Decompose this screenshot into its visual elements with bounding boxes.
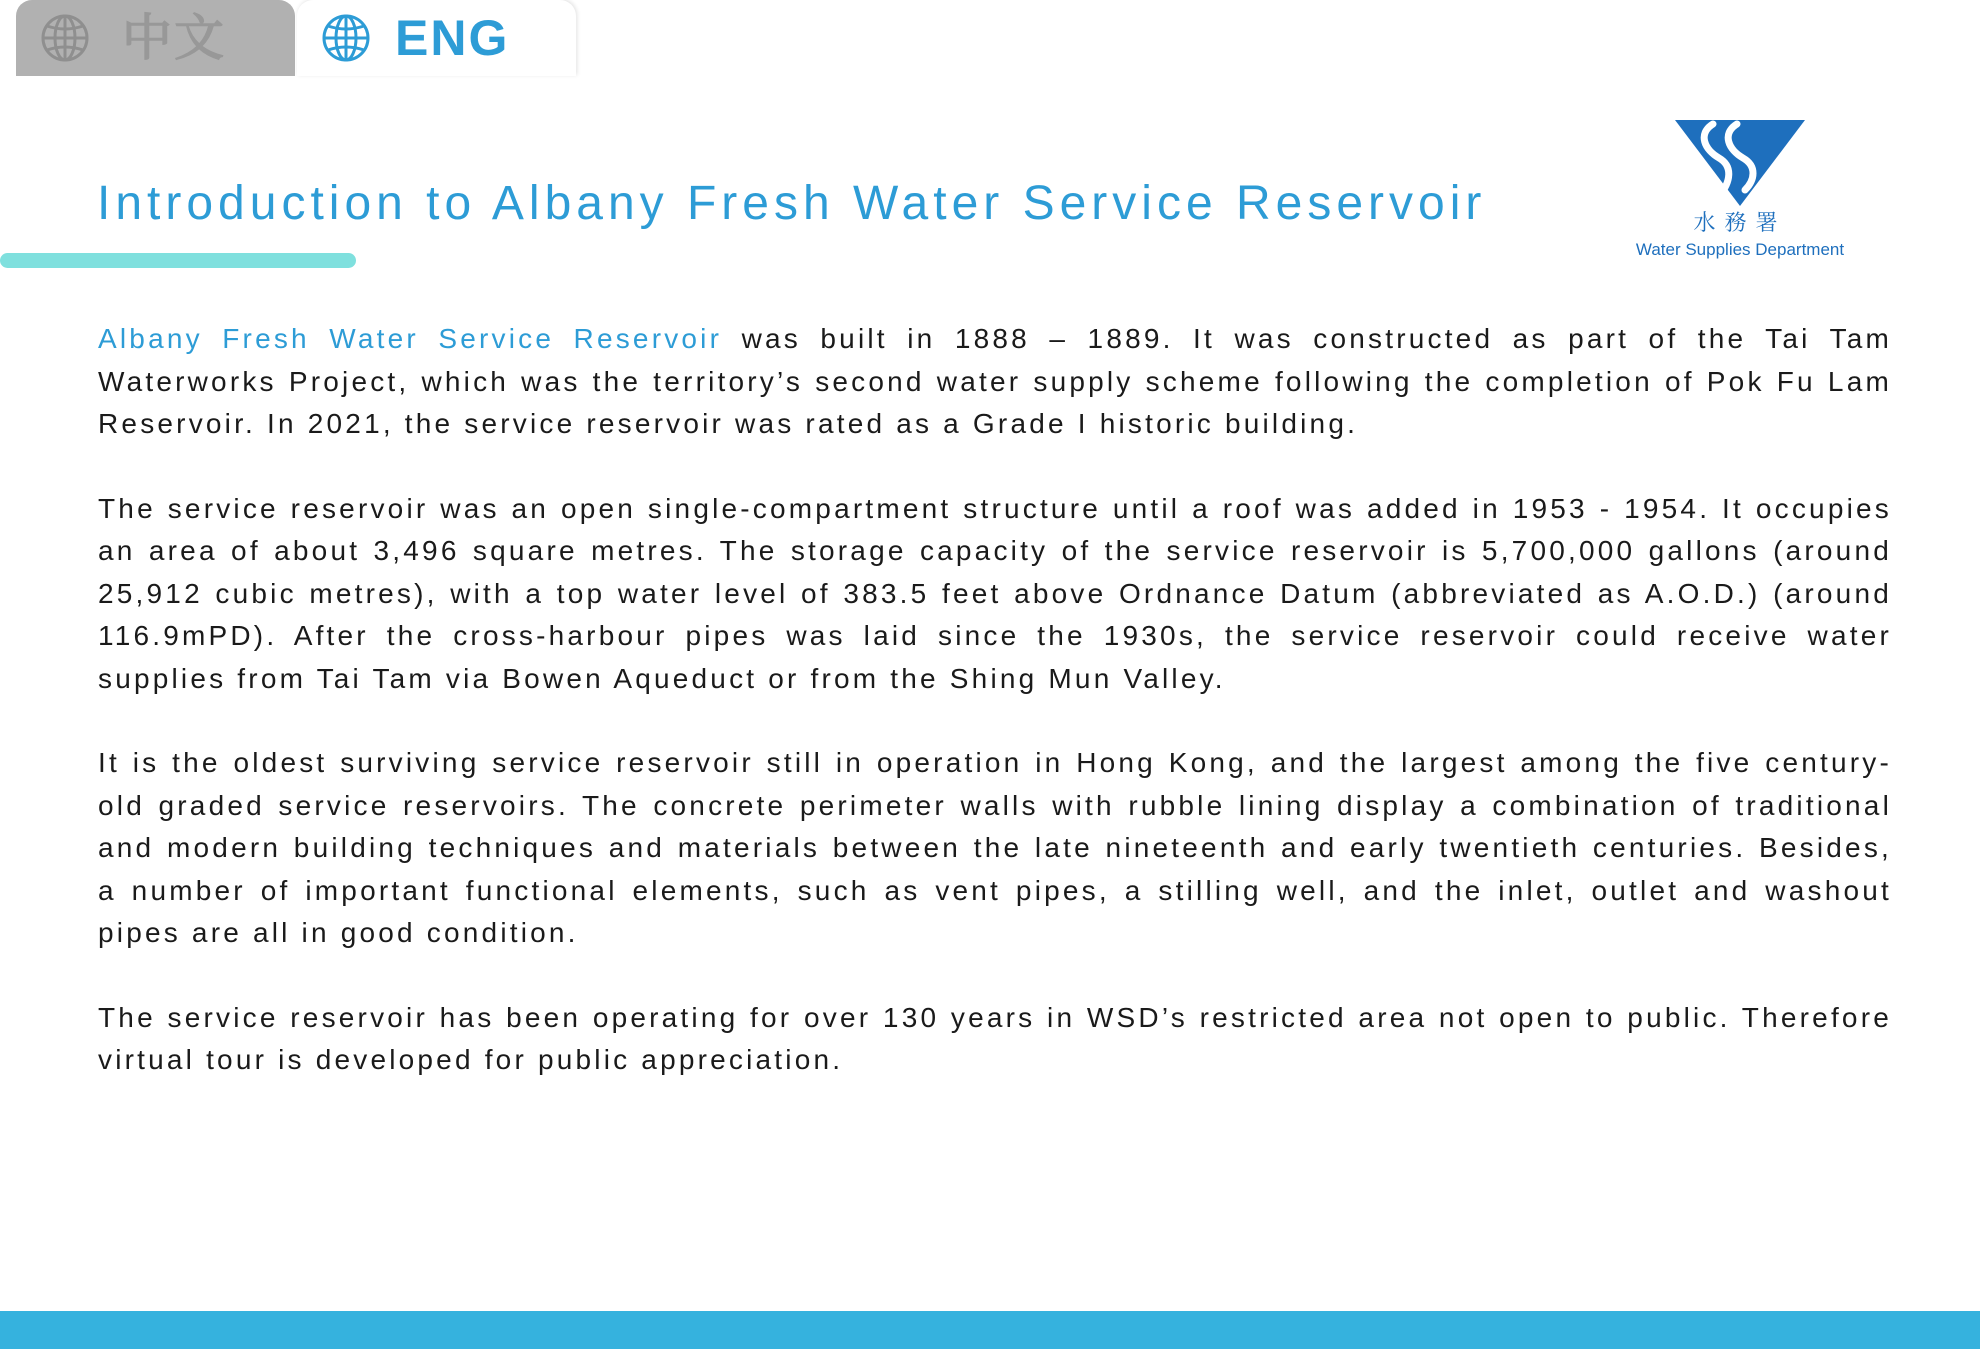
tab-chinese[interactable]	[16, 0, 295, 76]
page-title: Introduction to Albany Fresh Water Service Reservoir	[97, 177, 1487, 230]
logo-chinese-name: 水務署	[1693, 211, 1787, 236]
tab-english-label: ENG	[395, 10, 510, 66]
paragraph-history-text: was built in 1888 – 1889. It was constructed as part of the Tai Tam Waterworks Project, which was the territory’s second water supply scheme following the completion of Pok Fu Lam Reservoir. In 2021, the service reservoir was rated as a Grade I historic building.	[98, 323, 1893, 439]
paragraph-structure: The service reservoir was an open single-compartment structure until a roof was added in 1953 - 1954. It occupies an area of about 3,496 square metres. The storage capacity of the service reservoir is 5,700,000 gallons (around 25,912 cubic metres), with a top water level of 383.5 feet above Ordnance Datum (abbreviated as A.O.D.) (around 116.9mPD). After the cross-harbour pipes was laid since the 1930s, the service reservoir could receive water supplies from Tai Tam via Bowen Aqueduct or from the Shing Mun Valley.	[98, 492, 1892, 694]
wsd-emblem-icon	[1675, 120, 1805, 206]
paragraph-significance: It is the oldest surviving service reservoir still in operation in Hong Kong, and the largest among the five century-old graded service reservoirs. The concrete perimeter walls with rubble lining display a combination of traditional and modern building techniques and materials between the late nineteenth and early twentieth centuries. Besides, a number of important functional elements, such as vent pipes, a stilling well, and the inlet, outlet and washout pipes are all in good condition.	[98, 747, 1892, 948]
intro-content	[98, 318, 1892, 1124]
logo-english-name: Water Supplies Department	[1635, 240, 1845, 259]
paragraph-virtual-tour: The service reservoir has been operating for over 130 years in WSD’s restricted area not open to public. Therefore virtual tour is developed for public appreciation.	[98, 1001, 1892, 1075]
tab-english[interactable]	[297, 0, 576, 76]
paragraph-history	[98, 318, 1892, 446]
globe-icon	[321, 13, 371, 63]
reservoir-name-highlight: Albany Fresh Water Service Reservoir	[98, 323, 723, 354]
title-underline	[0, 253, 356, 268]
globe-icon	[40, 13, 90, 63]
language-tabs	[16, 0, 576, 76]
tab-chinese-label: 中文	[122, 9, 226, 67]
footer-bar	[0, 1311, 1980, 1349]
wsd-logo	[1620, 120, 1860, 270]
